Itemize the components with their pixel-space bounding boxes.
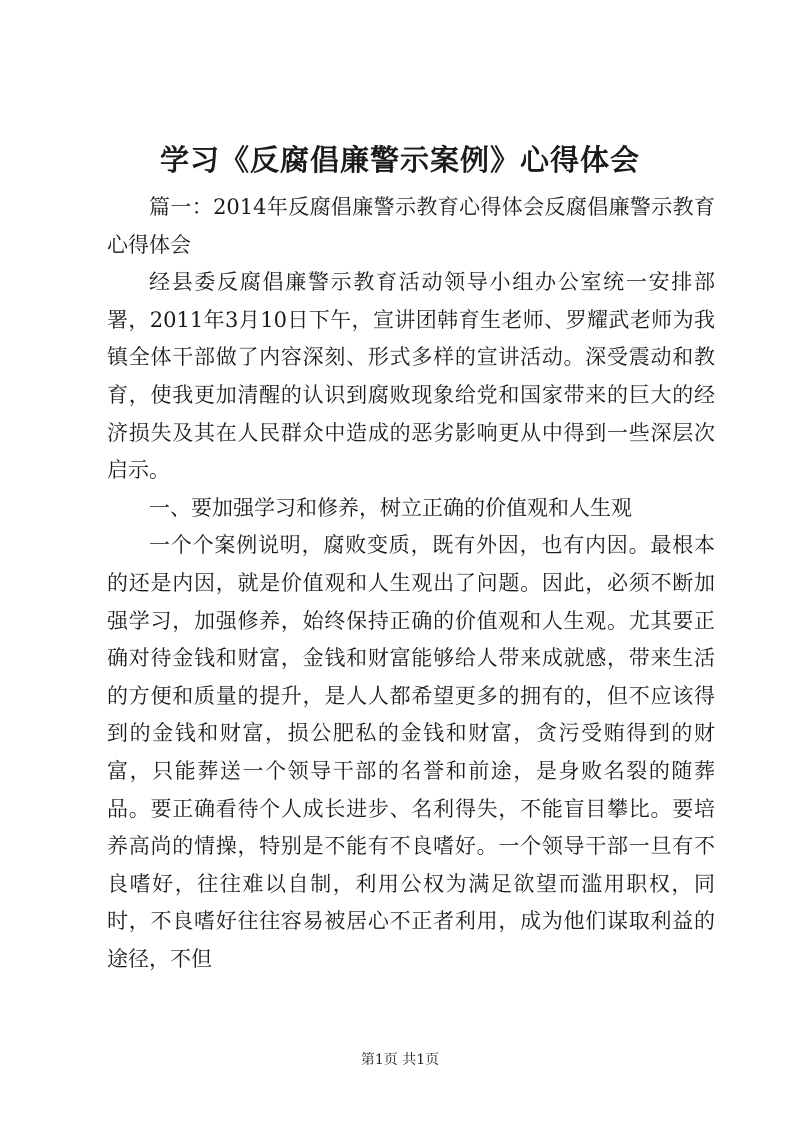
document-body [107, 189, 715, 978]
document-title: 学习《反腐倡廉警示案例》心得体会 [159, 143, 640, 177]
page-footer: 第1页 共1页 [360, 1052, 440, 1068]
paragraph-section-one: 一个个案例说明，腐败变质，既有外因，也有内因。最根本的还是内因，就是价值观和人生观出了问题。因此，必须不断加强学习，加强修养，始终保持正确的价值观和人生观。尤其要正确对待金钱和财富，金钱和财富能够给人带来成就感，带来生活的方便和质量的提升，是人人都希望更多的拥有的，但不应该得到的金钱和财富，损公肥私的金钱和财富，贪污受贿得到的财富，只能葬送一个领导干部的名誉和前途，是身败名裂的随葬品。要正确看待个人成长进步、名利得失，不能盲目攀比。要培养高尚的情操，特别是不能有不良嗜好。一个领导干部一旦有不良嗜好，往往难以自制，利用公权为满足欲望而滥用职权，同时，不良嗜好往往容易被居心不正者利用，成为他们谋取利益的途径，不但 [107, 533, 715, 971]
paragraph-intro: 经县委反腐倡廉警示教育活动领导小组办公室统一安排部署，2011年3月10日下午，宣讲团韩育生老师、罗耀武老师为我镇全体干部做了内容深刻、形式多样的宣讲活动。深受震动和教育，使我更加清醒的认识到腐败现象给党和国家带来的巨大的经济损失及其在人民群众中造成的恶劣影响更从中得到一些深层次启示。 [107, 270, 715, 483]
paragraph-heading-part-one: 篇一：2014年反腐倡廉警示教育心得体会反腐倡廉警示教育心得体会 [107, 195, 715, 257]
section-heading-one: 一、要加强学习和修养，树立正确的价值观和人生观 [149, 495, 632, 520]
